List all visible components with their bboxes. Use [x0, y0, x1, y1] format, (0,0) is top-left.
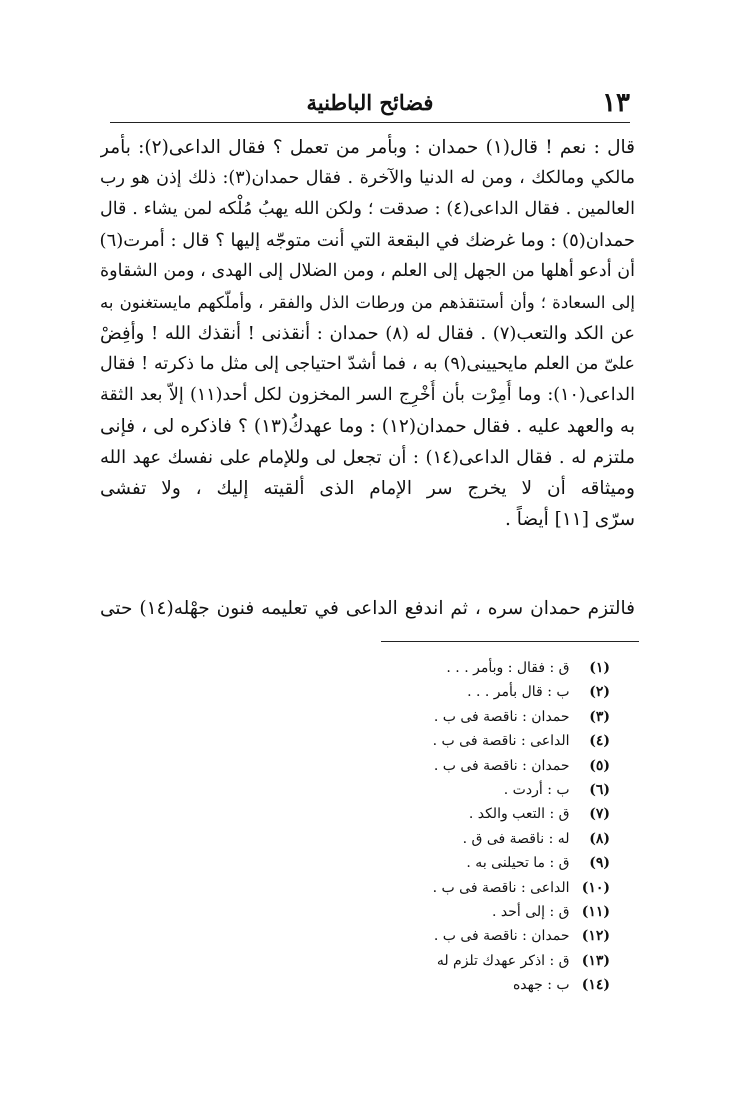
footnote-text: ب : أردت .: [503, 781, 570, 798]
footnote-text: ب : قال بأمر . . .: [467, 684, 570, 701]
footnote-text: حمدان : ناقصة فى ب .: [433, 928, 570, 945]
footnote: [310, 705, 610, 729]
footnote-number: (١١): [581, 903, 610, 920]
footnote-text: ب : جهده: [512, 977, 570, 994]
footnote-number: (٣): [589, 708, 610, 725]
text-line: حمدان(٥) : وما غرضك في البقعة التي أنت متوجّه إليها ؟ قال : أمرت(٦): [100, 230, 635, 251]
footnote-number: (٢): [589, 684, 610, 701]
text-line: وميثاقه أن لا يخرج سر الإمام الذى ألقيته إليك ، ولا تفشى: [100, 478, 635, 499]
text-line: أن أدعو أهلها من الجهل إلى العلم ، ومن الضلال إلى الهدى ، ومن الشقاوة: [100, 261, 635, 281]
footnote-text: ق : اذكر عهدك تلزم له: [436, 952, 570, 969]
footnote: [310, 729, 610, 753]
footnote: [310, 876, 610, 900]
text-line: علىّ من العلم مايحيينى(٩) به ، فما أشدّ احتياجى إلى مثل ما ذكرته ! فقال: [100, 354, 635, 374]
text-line: به والعهد عليه . فقال حمدان(١٢) : وما عهدكُ(١٣) ؟ فاذكره لى ، فإنى: [100, 416, 635, 437]
footnote-number: (١): [589, 660, 610, 676]
footnote: [310, 924, 610, 948]
footnote: [310, 656, 610, 680]
text-line: سرّى [١١] أيضاً .: [505, 509, 635, 530]
footnotes: [310, 656, 610, 997]
running-title: فضائح الباطنية: [306, 90, 434, 115]
footnote: [310, 949, 610, 973]
footnote: [310, 900, 610, 924]
text-line: إلى السعادة ؛ وأن أستنقذهم من ورطات الذل والفقر ، وأملّكهم مايستغنون به: [100, 293, 635, 312]
footnote-number: (١٣): [581, 952, 610, 969]
footnote-number: (٨): [589, 830, 610, 847]
footnote: [310, 851, 610, 875]
footnote-text: ق : ما تحيلنى به .: [466, 855, 570, 872]
text-line: العالمين . فقال الداعى(٤) : صدقت ؛ ولكن الله يهبُ مُلْكه لمن يشاء . قال: [100, 199, 635, 219]
footnote-text: ق : فقال : وبأمر . . .: [446, 660, 570, 676]
footnote-number: (١٠): [581, 879, 610, 896]
footnote-text: له : ناقصة فى ق .: [462, 830, 570, 847]
footnote-number: (٧): [589, 806, 610, 823]
footnote-text: الداعى : ناقصة فى ب .: [432, 733, 570, 750]
footnote-number: (٦): [589, 781, 610, 798]
footnote-text: ق : التعب والكد .: [468, 806, 570, 823]
page-number: ١٣: [602, 88, 630, 118]
footnote: [310, 973, 610, 997]
main-text: [100, 132, 635, 535]
footnote: [310, 680, 610, 704]
footnote: [310, 827, 610, 851]
footnote-text: الداعى : ناقصة فى ب .: [432, 879, 570, 896]
footnote: [310, 754, 610, 778]
text-line: مالكي ومالكك ، ومن له الدنيا والآخرة . فقال حمدان(٣): ذلك إذن هو رب: [100, 168, 635, 188]
footnote-text: حمدان : ناقصة فى ب .: [433, 757, 570, 774]
footnote-number: (٩): [589, 855, 610, 872]
page-header: [110, 88, 630, 123]
footnote-number: (١٢): [581, 928, 610, 945]
text-line: قال : نعم ! قال(١) حمدان : وبأمر من تعمل ؟ فقال الداعى(٢): بأمر: [100, 137, 635, 158]
footnote-text: ق : إلى أحد .: [492, 903, 570, 920]
footnote: [310, 778, 610, 802]
footnote-number: (٥): [589, 757, 610, 774]
text-line: عن الكد والتعب(٧) . فقال له (٨) حمدان : أنقذنى ! أنقذك الله ! وأفِضْ: [100, 323, 635, 344]
footnote-number: (٤): [589, 733, 610, 750]
footnote-number: (١٤): [581, 977, 610, 994]
footnote-divider: [381, 641, 639, 642]
text-line: الداعى(١٠): وما أُمِرْت بأن أُخْرِج السر المخزون لكل أحد(١١) إلاّ بعد الثقة: [100, 385, 635, 405]
text-line: ملتزم له . فقال الداعى(١٤) : أن تجعل لى وللإمام على نفسك عهد الله: [100, 447, 635, 468]
footnote: [310, 802, 610, 826]
footnote-text: حمدان : ناقصة فى ب .: [433, 708, 570, 725]
paragraph-continuation: فالتزم حمدان سره ، ثم اندفع الداعى في تعليمه فنون جهْله(١٤) حتى: [100, 598, 635, 619]
